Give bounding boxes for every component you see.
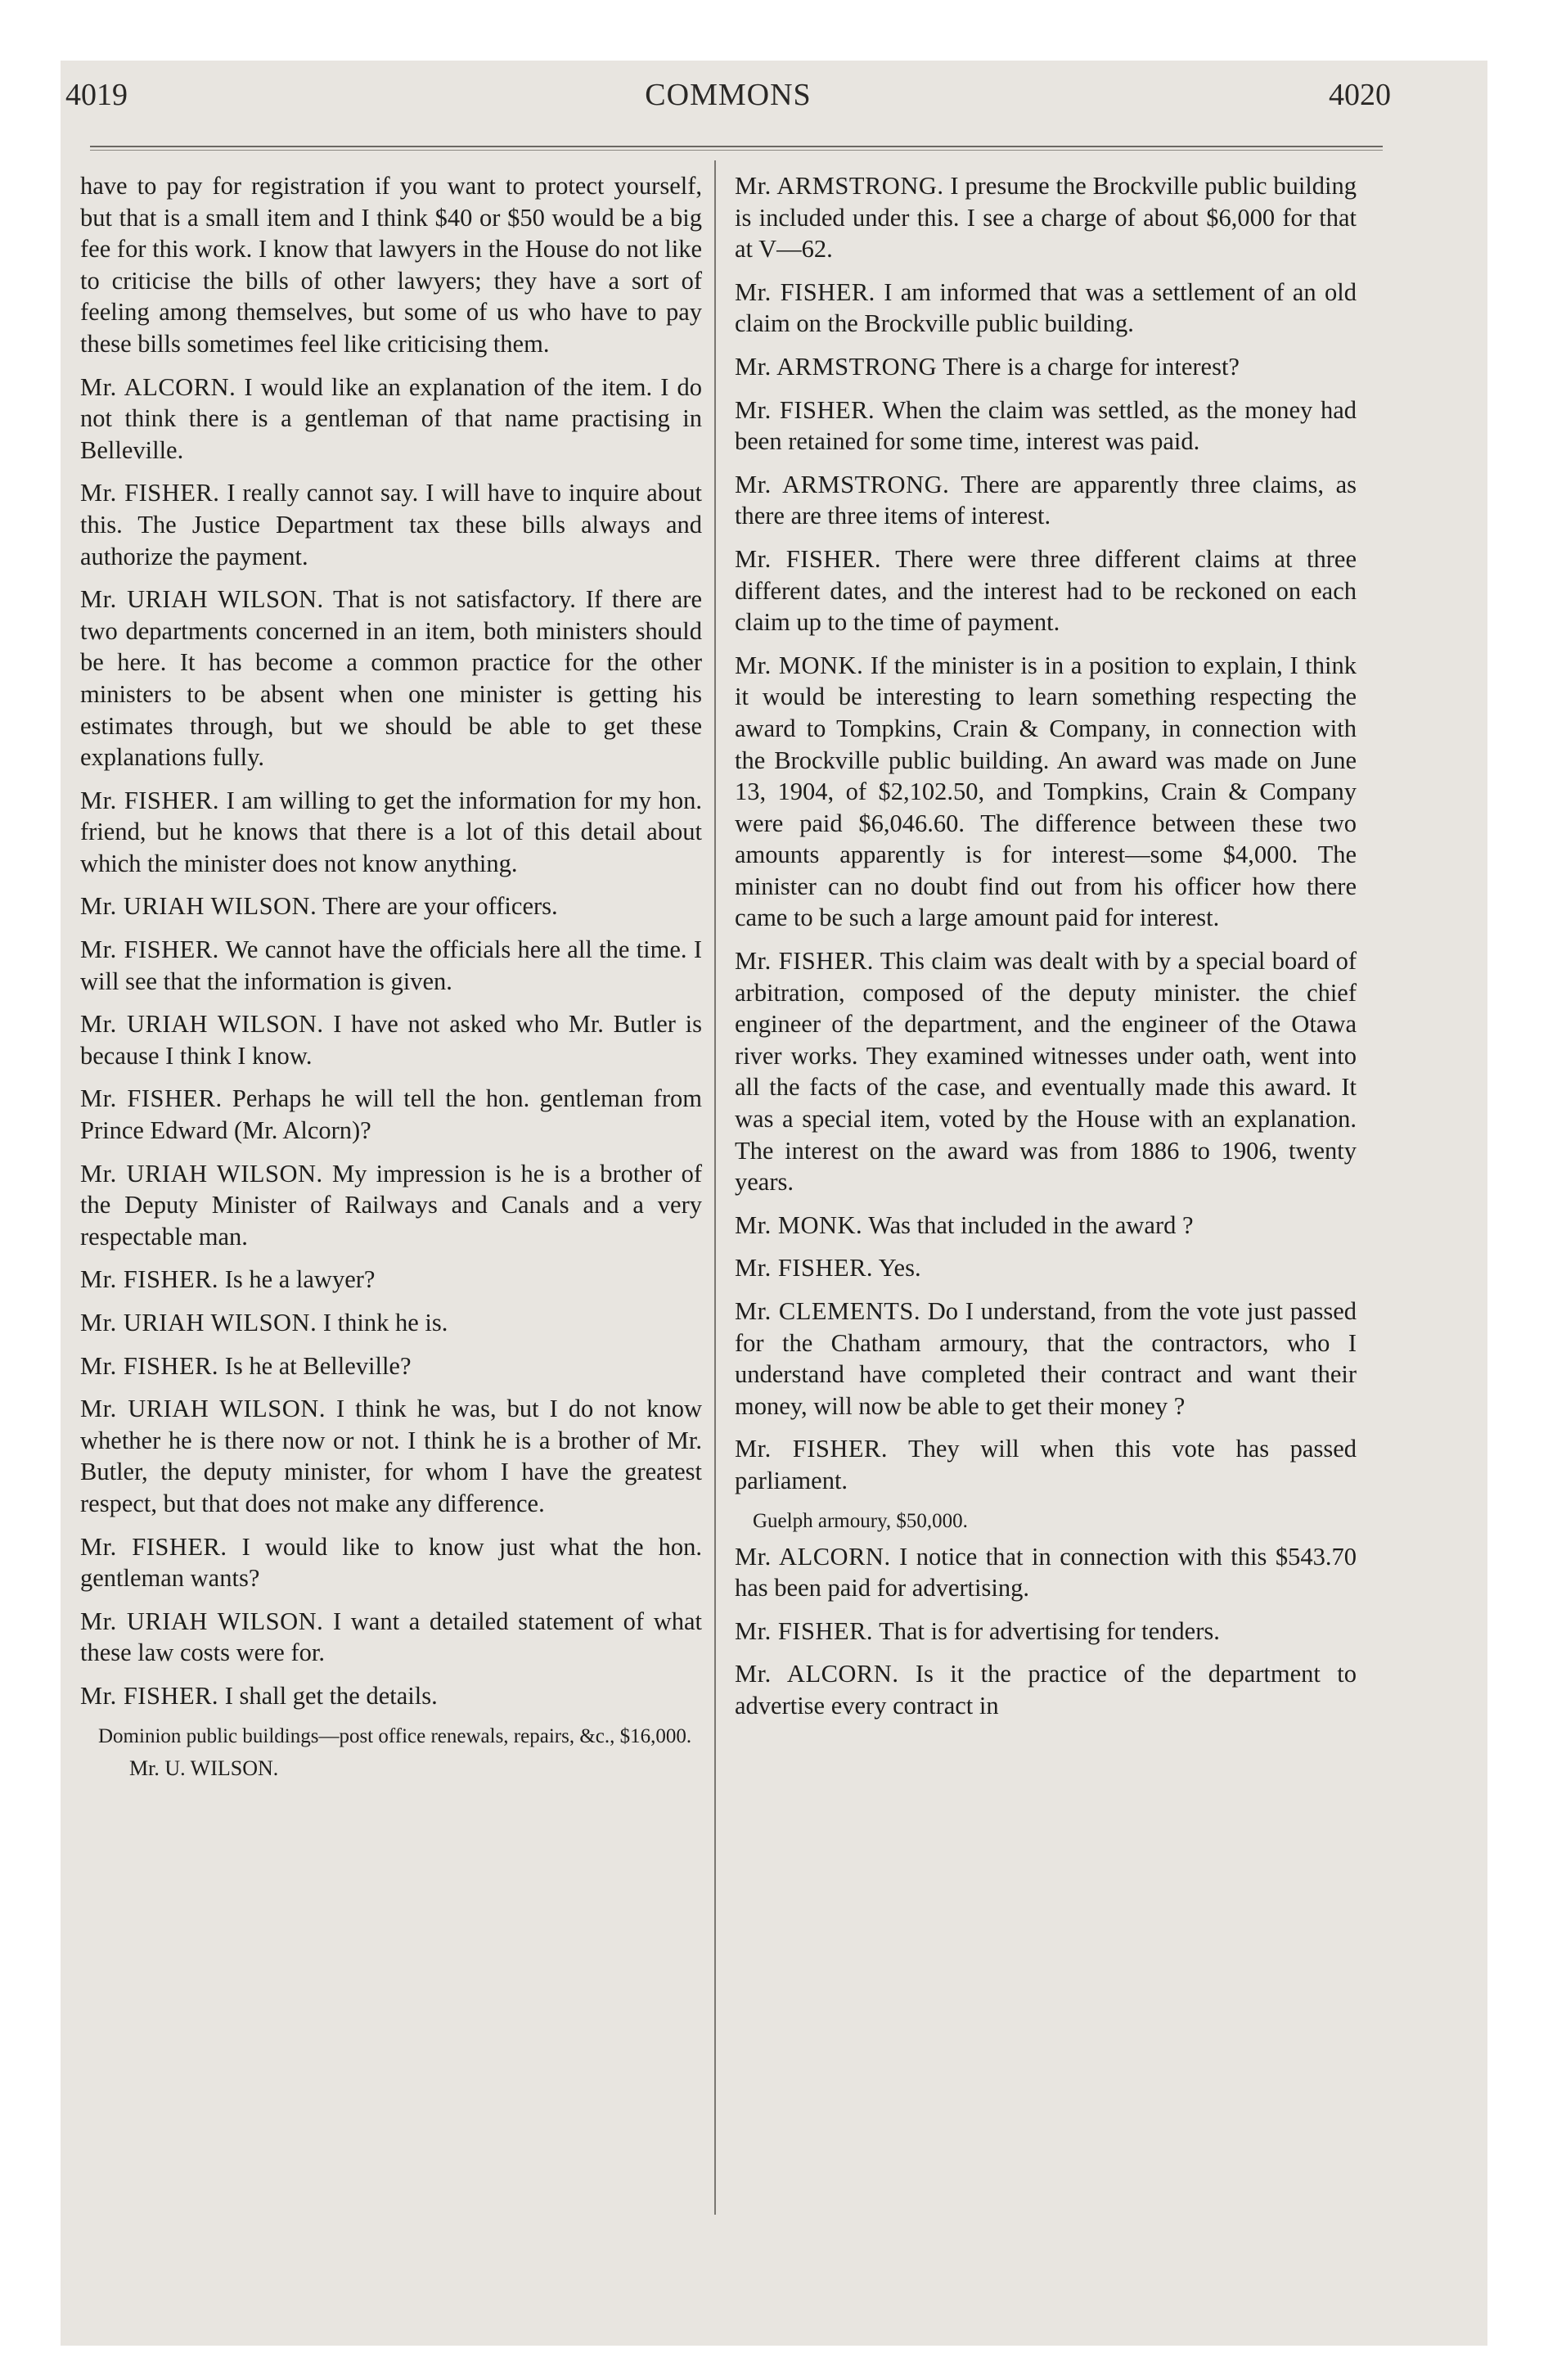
paragraph (80, 477, 702, 572)
speaker-name: Mr. FISHER. (735, 947, 874, 976)
page-number-right: 4020 (1329, 78, 1391, 112)
paragraph (735, 351, 1357, 383)
speaker-name: Mr. ALCORN. (735, 1542, 891, 1571)
speaker-name: Mr. FISHER. (80, 1084, 223, 1113)
speaker-name: Mr. FISHER. (80, 1681, 219, 1710)
running-title: COMMONS (645, 78, 812, 112)
speech-text: I shall get the details. (224, 1681, 438, 1710)
speaker-name: Mr. U. WILSON. (129, 1756, 279, 1780)
speech-text: I am willing to get the information for my hon. friend, but he knows that there is a lot of this detail about which the minister does not know anything. (80, 786, 703, 877)
left-column (80, 170, 702, 1796)
paragraph (735, 1433, 1357, 1496)
speech-text: I think he is. (322, 1309, 448, 1336)
speech-text: I notice that in connection with this $543.70 has been paid for advertising. (735, 1542, 1357, 1602)
speaker-name: Mr. URIAH WILSON. (80, 1010, 324, 1039)
speech-text: When the claim was settled, as the money had been retained for some time, interest was paid. (735, 395, 1357, 456)
speech-text: I really cannot say. I will have to inquire about this. The Justice Department tax these bills always and authorize the payment. (80, 479, 702, 570)
speech-text: I would like an explanation of the item. I do not think there is a gentleman of that name practising in Belleville. (80, 372, 703, 464)
paragraph (735, 1616, 1357, 1648)
speech-text: Yes. (878, 1254, 921, 1282)
paragraph (735, 469, 1357, 532)
column-divider (714, 160, 716, 2215)
paragraph (80, 785, 702, 880)
speaker-name: Mr. CLEMENTS. (735, 1297, 921, 1325)
speech-text: There are apparently three claims, as there are three items of interest. (735, 470, 1357, 530)
speaker-name: Mr. URIAH WILSON. (80, 1395, 326, 1423)
speech-text: I would like to know just what the hon. gentleman wants? (80, 1532, 702, 1593)
paragraph (80, 1393, 702, 1519)
speech-text: That is not satisfactory. If there are two departments concerned in an item, both ministers should be here. It has become a common practice for the other ministers to be absent when one minister is getting his estimates through, but we should be able to get these explanations fully. (80, 585, 702, 772)
speech-text: I am informed that was a settlement of an old claim on the Brockville public building. (735, 277, 1357, 338)
speaker-name: Mr. FISHER. (80, 1351, 219, 1380)
speech-text: I have not asked who Mr. Butler is because I think I know. (80, 1010, 703, 1070)
speech-text: Perhaps he will tell the hon. gentleman from Prince Edward (Mr. Alcorn)? (80, 1084, 703, 1145)
speaker-name: Mr. URIAH WILSON. (80, 1309, 317, 1336)
paragraph (80, 584, 702, 773)
speaker-name: Mr. ARMSTRONG (735, 352, 938, 381)
speech-text: Is he a lawyer? (224, 1265, 376, 1294)
paragraph (735, 1252, 1357, 1284)
speaker-name: Mr. FISHER. (80, 479, 220, 507)
right-column (735, 170, 1357, 1733)
paragraph (735, 170, 1357, 265)
paragraph (80, 1158, 702, 1253)
paragraph (735, 1296, 1357, 1422)
paragraph (735, 1541, 1357, 1604)
speech-text: Was that included in the award ? (868, 1210, 1194, 1239)
paragraph (80, 1083, 702, 1146)
paragraph (80, 372, 702, 467)
speech-text: Do I understand, from the vote just passed for the Chatham armoury, that the contractors, who I understand have completed their contract and want their money, will now be able to get their money ? (735, 1297, 1357, 1420)
speaker-name: Mr. MONK. (735, 651, 864, 679)
speaker-name: Mr. URIAH WILSON. (80, 892, 317, 921)
speech-text: There are your officers. (322, 892, 558, 921)
paragraph (80, 1531, 702, 1594)
paragraph (735, 1210, 1357, 1242)
page-number-left: 4019 (65, 78, 128, 112)
paragraph (735, 277, 1357, 340)
speech-text: My impression is he is a brother of the Deputy Minister of Railways and Canals and a very respectable man. (80, 1159, 703, 1251)
speech-text: That is for advertising for tenders. (879, 1616, 1220, 1645)
speech-text: I want a detailed statement of what these law costs were for. (80, 1607, 702, 1667)
speaker-name: Mr. FISHER. (735, 544, 882, 573)
speaker-name: Mr. FISHER. (80, 935, 219, 964)
paragraph (735, 543, 1357, 638)
paragraph (735, 394, 1357, 458)
paragraph (735, 945, 1357, 1198)
paragraph: have to pay for registration if you want to protect yourself, but that is a small item and I think $40 or $50 would be a big fee for this work. I know that lawyers in the House do not like to criticise the bills of other lawyers; they have a sort of feeling among themselves, but some of us who have to pay these bills sometimes feel like criticising them. (80, 172, 702, 358)
speech-text: Is he at Belleville? (224, 1351, 412, 1380)
speaker-name: Mr. ALCORN. (735, 1660, 899, 1688)
paragraph (80, 1606, 702, 1669)
header-rule (90, 146, 1383, 151)
paragraph (80, 1008, 702, 1071)
speech-text: Is it the practice of the department to advertise every contract in (735, 1660, 1357, 1720)
speech-text: I think he was, but I do not know whether he is there now or not. I think he is a brother of Mr. Butler, the deputy minister, for whom I have the greatest respect, but that does not make any difference. (80, 1395, 702, 1517)
speaker-name: Mr. ALCORN. (80, 372, 236, 401)
speech-text: There is a charge for interest? (943, 352, 1240, 381)
speaker-name: Mr. MONK. (735, 1210, 863, 1239)
paragraph (80, 934, 702, 997)
speech-text: This claim was dealt with by a special board of arbitration, composed of the deputy minister. the chief engineer of the department, and the engineer of the Otawa river works. They examined witnesses under oath, went into all the facts of the case, and eventually made this award. It was a special item, voted by the House with an explanation. The interest on the award was from 1886 to 1906, twenty years. (735, 947, 1357, 1197)
paragraph (735, 1658, 1357, 1721)
speaker-name: Mr. FISHER. (735, 1616, 874, 1645)
speaker-name: Mr. FISHER. (80, 786, 220, 814)
speaker-name: Mr. ARMSTRONG. (735, 470, 950, 498)
speaker-name: Mr. FISHER. (735, 277, 875, 306)
speech-text: There were three different claims at three different dates, and the interest had to be reckoned on each claim up to the time of payment. (735, 544, 1357, 637)
page-header (65, 77, 1391, 119)
estimate-item: Guelph armoury, $50,000. (753, 1509, 968, 1532)
speaker-name: Mr. FISHER. (735, 395, 875, 424)
speech-text: If the minister is in a position to explain, I think it would be interesting to learn something respecting the award to Tompkins, Crain & Company, in connection with the Brockville public building. An award was made on June 13, 1904, of $2,102.50, and Tompkins, Crain & Company were paid $6,046.60. The difference between these two amounts apparently is for interest—some $4,000. The minister can no doubt find out from his officer how there came to be such a large amount paid for interest. (735, 651, 1357, 932)
paragraph (80, 890, 702, 922)
speech-text: I presume the Brockville public building is included under this. I see a charge of about $6,000 for that at V—62. (735, 172, 1357, 264)
speaker-name: Mr. URIAH WILSON. (80, 1607, 324, 1635)
speaker-name: Mr. FISHER. (80, 1265, 219, 1294)
paragraph (80, 1307, 702, 1339)
speaker-name: Mr. FISHER. (735, 1254, 874, 1282)
paragraph (80, 1680, 702, 1712)
estimate-item: Dominion public buildings—post office renewals, repairs, &c., $16,000. (98, 1724, 692, 1747)
speaker-name: Mr. FISHER. (80, 1532, 227, 1561)
speech-text: They will when this vote has passed parliament. (735, 1435, 1357, 1494)
speech-text: We cannot have the officials here all the time. I will see that the information is given. (80, 935, 702, 995)
paragraph (80, 1350, 702, 1382)
paragraph (80, 1264, 702, 1296)
paragraph (735, 650, 1357, 934)
speaker-name: Mr. URIAH WILSON. (80, 585, 324, 614)
speaker-name: Mr. ARMSTRONG. (735, 172, 944, 200)
speaker-name: Mr. URIAH WILSON. (80, 1159, 323, 1188)
speaker-name: Mr. FISHER. (735, 1435, 888, 1463)
